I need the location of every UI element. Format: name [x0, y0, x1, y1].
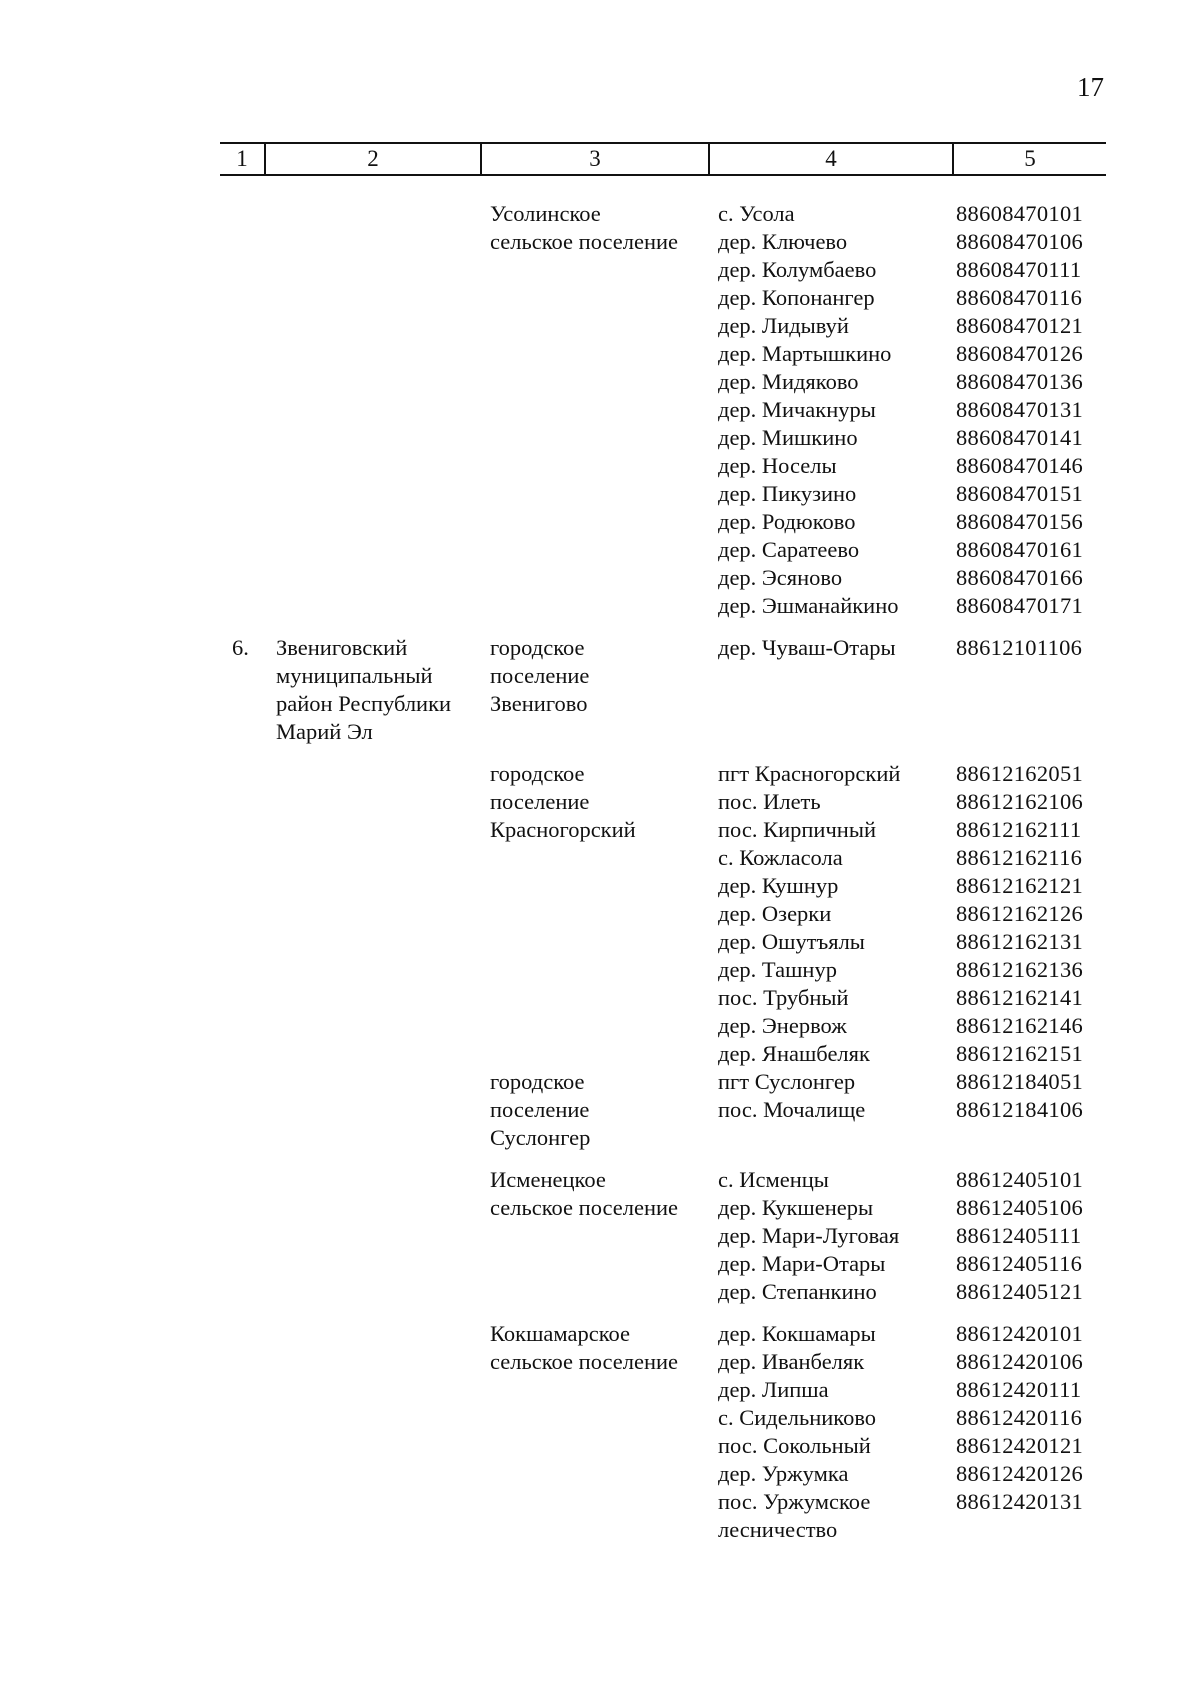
district-cell	[264, 634, 480, 746]
oktmo-code: 88612162141	[956, 985, 1084, 1010]
place-name: дер. Степанкино	[718, 1279, 877, 1304]
district-line: Марий Эл	[276, 719, 373, 744]
settlement-line: сельское поселение	[490, 1195, 679, 1220]
settlement-line: городское	[490, 1069, 585, 1094]
place-cell	[708, 760, 952, 1068]
settlement-line: городское	[490, 635, 585, 660]
oktmo-code: 88608470131	[956, 397, 1084, 422]
settlement-line: поселение	[490, 663, 590, 688]
place-name: дер. Пикузино	[718, 481, 857, 506]
oktmo-code: 88608470166	[956, 565, 1084, 590]
oktmo-code: 88612162106	[956, 789, 1084, 814]
place-name: дер. Мари-Луговая	[718, 1223, 900, 1248]
header-col-3: 3	[480, 144, 708, 174]
settlement-line: поселение	[490, 789, 590, 814]
settlement-cell	[480, 760, 708, 1068]
oktmo-code: 88608470156	[956, 509, 1084, 534]
district-line: муниципальный	[276, 663, 433, 688]
oktmo-code: 88612162126	[956, 901, 1084, 926]
oktmo-code: 88612162051	[956, 761, 1084, 786]
table-row	[220, 634, 1106, 746]
oktmo-code: 88612162151	[956, 1041, 1084, 1066]
place-name: дер. Носелы	[718, 453, 837, 478]
oktmo-code: 88612420101	[956, 1321, 1084, 1346]
settlement-line: сельское поселение	[490, 1349, 679, 1374]
oktmo-code: 88608470141	[956, 425, 1084, 450]
place-name: дер. Эшманайкино	[718, 593, 899, 618]
place-cell	[708, 1068, 952, 1152]
place-name: дер. Кушнур	[718, 873, 839, 898]
code-cell	[952, 634, 1106, 746]
oktmo-code: 88612405121	[956, 1279, 1084, 1304]
oktmo-code: 88612405101	[956, 1167, 1084, 1192]
oktmo-code: 88612405111	[956, 1223, 1082, 1248]
place-cell	[708, 200, 952, 620]
settlement-line: Звенигово	[490, 691, 588, 716]
oktmo-code: 88608470171	[956, 593, 1084, 618]
place-name: дер. Энервож	[718, 1013, 847, 1038]
settlement-cell	[480, 634, 708, 746]
settlement-line: Красногорский	[490, 817, 636, 842]
place-name: дер. Эсяново	[718, 565, 843, 590]
table-body	[220, 200, 1106, 1558]
code-cell	[952, 760, 1106, 1068]
place-name: дер. Копонангер	[718, 285, 875, 310]
district-cell	[264, 760, 480, 1068]
code-cell	[952, 1320, 1106, 1544]
place-name: дер. Кокшамары	[718, 1321, 876, 1346]
place-name: дер. Мартышкино	[718, 341, 892, 366]
oktmo-code: 88612162136	[956, 957, 1084, 982]
row-number	[220, 1166, 264, 1306]
oktmo-code: 88612420111	[956, 1377, 1082, 1402]
oktmo-code: 88612420126	[956, 1461, 1084, 1486]
table-row	[220, 760, 1106, 1068]
code-cell	[952, 1166, 1106, 1306]
header-col-1: 1	[236, 146, 248, 171]
oktmo-code: 88608470101	[956, 201, 1084, 226]
place-name: дер. Уржумка	[718, 1461, 849, 1486]
settlement-cell	[480, 1166, 708, 1306]
oktmo-code: 88612184051	[956, 1069, 1084, 1094]
oktmo-code: 88612420121	[956, 1433, 1084, 1458]
district-cell	[264, 1166, 480, 1306]
place-name: с. Кожласола	[718, 845, 843, 870]
district-cell	[264, 1068, 480, 1152]
oktmo-code: 88612162131	[956, 929, 1084, 954]
oktmo-code: 88612420106	[956, 1349, 1084, 1374]
header-col-5: 5	[952, 144, 1106, 174]
place-name: дер. Мари-Отары	[718, 1251, 886, 1276]
place-name: дер. Мидяково	[718, 369, 859, 394]
row-number	[220, 1320, 264, 1544]
row-number	[220, 760, 264, 1068]
table-row	[220, 1166, 1106, 1306]
code-cell	[952, 200, 1106, 620]
district-cell	[264, 200, 480, 620]
place-name: пос. Сокольный	[718, 1433, 871, 1458]
oktmo-code: 88608470161	[956, 537, 1084, 562]
place-name: дер. Озерки	[718, 901, 832, 926]
place-name: дер. Иванбеляк	[718, 1349, 865, 1374]
place-name: дер. Янашбеляк	[718, 1041, 870, 1066]
row-number	[220, 200, 264, 620]
place-name: дер. Ключево	[718, 229, 848, 254]
settlement-cell	[480, 1068, 708, 1152]
oktmo-code: 88608470146	[956, 453, 1084, 478]
settlement-line: поселение	[490, 1097, 590, 1122]
oktmo-code: 88612420116	[956, 1405, 1083, 1430]
place-name: дер. Колумбаево	[718, 257, 877, 282]
place-name: с. Исменцы	[718, 1167, 829, 1192]
place-cell	[708, 634, 952, 746]
table-row	[220, 1320, 1106, 1544]
place-name: пос. Уржумское	[718, 1489, 871, 1514]
row-number: 6.	[232, 635, 249, 660]
code-cell	[952, 1068, 1106, 1152]
place-name: дер. Мишкино	[718, 425, 858, 450]
place-name: дер. Чуваш-Отары	[718, 635, 896, 660]
header-col-2: 2	[264, 144, 480, 174]
place-name: пгт Суслонгер	[718, 1069, 856, 1094]
oktmo-code: 88608470111	[956, 257, 1082, 282]
oktmo-code: 88608470151	[956, 481, 1084, 506]
settlement-cell	[480, 1320, 708, 1544]
settlement-line: Исменецкое	[490, 1167, 606, 1192]
oktmo-code: 88608470106	[956, 229, 1084, 254]
oktmo-code: 88612162146	[956, 1013, 1084, 1038]
oktmo-code: 88612101106	[956, 635, 1083, 660]
table-header	[220, 142, 1106, 176]
place-name: пос. Трубный	[718, 985, 849, 1010]
page-number: 17	[1077, 72, 1104, 102]
place-name: дер. Липша	[718, 1377, 829, 1402]
oktmo-code: 88608470136	[956, 369, 1084, 394]
oktmo-code: 88612405116	[956, 1251, 1083, 1276]
oktmo-code: 88608470126	[956, 341, 1084, 366]
table-row	[220, 1068, 1106, 1152]
place-name: с. Усола	[718, 201, 795, 226]
place-name: пгт Красногорский	[718, 761, 901, 786]
settlement-line: Суслонгер	[490, 1125, 591, 1150]
district-cell	[264, 1320, 480, 1544]
place-name: дер. Кукшенеры	[718, 1195, 874, 1220]
oktmo-code: 88612162111	[956, 817, 1082, 842]
place-cell	[708, 1166, 952, 1306]
table-row	[220, 200, 1106, 620]
place-name: дер. Ошутъялы	[718, 929, 865, 954]
oktmo-code: 88612162116	[956, 845, 1083, 870]
place-name: с. Сидельниково	[718, 1405, 877, 1430]
place-name: дер. Родюково	[718, 509, 856, 534]
place-name: пос. Кирпичный	[718, 817, 876, 842]
place-cell	[708, 1320, 952, 1544]
settlement-line: городское	[490, 761, 585, 786]
place-name: лесничество	[718, 1517, 838, 1542]
oktmo-code: 88612405106	[956, 1195, 1084, 1220]
settlement-line: Кокшамарское	[490, 1321, 630, 1346]
oktmo-code: 88612184106	[956, 1097, 1084, 1122]
oktmo-code: 88608470121	[956, 313, 1084, 338]
place-name: дер. Ташнур	[718, 957, 837, 982]
oktmo-code: 88608470116	[956, 285, 1083, 310]
settlement-cell	[480, 200, 708, 620]
place-name: дер. Лидывуй	[718, 313, 849, 338]
oktmo-code: 88612420131	[956, 1489, 1084, 1514]
place-name: дер. Саратеево	[718, 537, 860, 562]
settlement-line: сельское поселение	[490, 229, 679, 254]
place-name: пос. Илеть	[718, 789, 821, 814]
district-line: район Республики	[276, 691, 452, 716]
oktmo-code: 88612162121	[956, 873, 1084, 898]
header-col-4: 4	[708, 144, 952, 174]
row-number	[220, 1068, 264, 1152]
district-line: Звениговский	[276, 635, 408, 660]
settlement-line: Усолинское	[490, 201, 601, 226]
place-name: дер. Мичакнуры	[718, 397, 876, 422]
place-name: пос. Мочалище	[718, 1097, 866, 1122]
